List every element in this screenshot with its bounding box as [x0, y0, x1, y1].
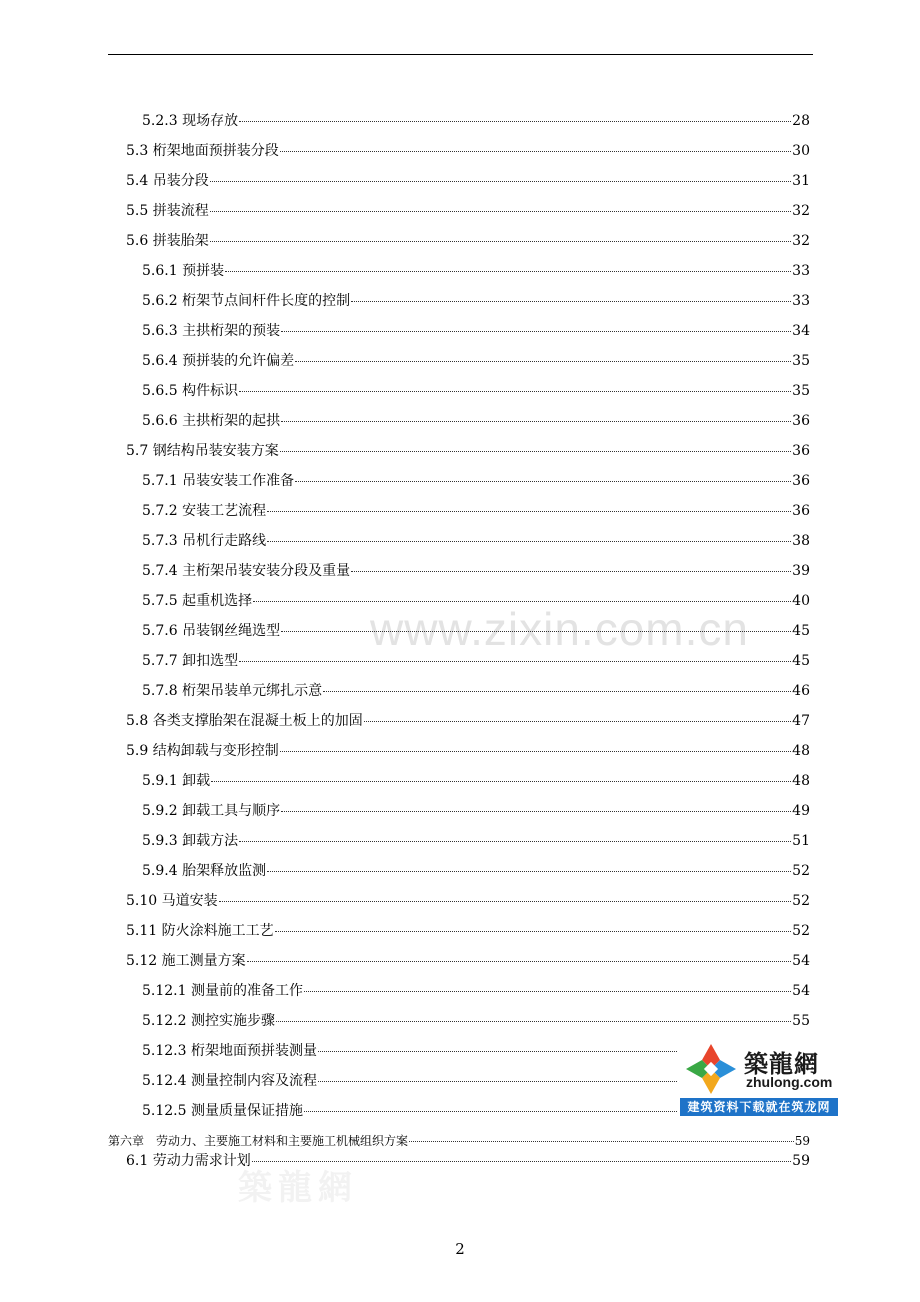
toc-entry-label: 5.7.5 起重机选择: [142, 593, 253, 609]
toc-entry-label: 5.9.4 胎架释放监测: [142, 863, 267, 879]
toc-entry-label: 5.6.5 构件标识: [142, 383, 239, 399]
toc-entry-label: 5.7 钢结构吊装安装方案: [126, 443, 279, 459]
toc-entry[interactable]: [126, 740, 810, 762]
toc-leader: [253, 590, 791, 602]
toc-entry-label: 5.4 吊装分段: [126, 173, 209, 189]
toc-entry-label: 5.6.6 主拱桁架的起拱: [142, 413, 281, 429]
toc-entry[interactable]: [142, 830, 810, 852]
toc-entry-label: 5.7.8 桁架吊装单元绑扎示意: [142, 683, 323, 699]
toc-entry[interactable]: [142, 590, 810, 612]
toc-page: 52: [792, 863, 810, 879]
toc-leader: [239, 380, 791, 392]
toc-leader: [351, 290, 791, 302]
toc-leader: [247, 950, 792, 962]
toc-page: 59: [794, 1134, 810, 1148]
toc-entry-label: 6.1 劳动力需求计划: [126, 1153, 251, 1169]
toc-leader: [211, 770, 791, 782]
toc-entry[interactable]: [126, 1150, 810, 1172]
toc-entry[interactable]: [142, 500, 810, 522]
toc-leader: [225, 260, 791, 272]
toc-page: 49: [792, 803, 810, 819]
toc-page: 32: [792, 233, 810, 249]
toc-entry-label: 5.7.6 吊装钢丝绳选型: [142, 623, 281, 639]
toc-page: 33: [792, 293, 810, 309]
toc-entry-chapter[interactable]: [108, 1130, 810, 1152]
toc-page: 32: [792, 203, 810, 219]
toc-leader: [281, 410, 791, 422]
toc-entry[interactable]: [142, 770, 810, 792]
toc-entry-label: 5.12 施工测量方案: [126, 953, 246, 969]
toc-page: 31: [792, 173, 810, 189]
toc-entry-label: 5.3 桁架地面预拼装分段: [126, 143, 279, 159]
logo-domain: zhulong.com: [746, 1074, 833, 1090]
toc-leader: [267, 530, 791, 542]
toc-entry-label: 第六章 劳动力、主要施工材料和主要施工机械组织方案: [108, 1134, 409, 1148]
toc-page: 33: [792, 263, 810, 279]
toc-leader: [295, 470, 791, 482]
toc-entry[interactable]: [126, 950, 810, 972]
toc-leader: [281, 800, 791, 812]
toc-leader: [280, 140, 791, 152]
toc-page: 36: [792, 503, 810, 519]
toc-page: 52: [792, 893, 810, 909]
toc-entry[interactable]: [142, 650, 810, 672]
toc-entry-label: 5.7.2 安装工艺流程: [142, 503, 267, 519]
toc-entry[interactable]: [142, 1070, 678, 1092]
toc-page: 28: [792, 113, 810, 129]
toc-page: 36: [792, 413, 810, 429]
toc-entry-label: 5.6.2 桁架节点间杆件长度的控制: [142, 293, 351, 309]
toc-entry[interactable]: [142, 380, 810, 402]
toc-entry-label: 5.9 结构卸载与变形控制: [126, 743, 279, 759]
toc-page: 36: [792, 443, 810, 459]
toc-entry-label: 5.11 防火涂料施工工艺: [126, 923, 274, 939]
toc-entry-label: 5.9.2 卸载工具与顺序: [142, 803, 281, 819]
toc-page: 46: [792, 683, 810, 699]
toc-entry[interactable]: [126, 170, 810, 192]
toc-page: 51: [792, 833, 810, 849]
toc-page: 48: [792, 773, 810, 789]
toc-entry-label: 5.6.3 主拱桁架的预装: [142, 323, 281, 339]
toc-entry-label: 5.7.7 卸扣选型: [142, 653, 239, 669]
toc-entry-label: 5.6.1 预拼装: [142, 263, 225, 279]
toc-leader: [364, 710, 791, 722]
toc-entry[interactable]: [142, 110, 810, 132]
page-number: 2: [455, 1240, 465, 1258]
toc-entry[interactable]: [142, 410, 810, 432]
toc-entry[interactable]: [142, 560, 810, 582]
toc-leader: [409, 1130, 794, 1142]
pinwheel-icon: [684, 1042, 738, 1096]
watermark-text: www.zixin.com.cn: [370, 603, 749, 655]
toc-leader: [239, 650, 791, 662]
ghost-watermark: 築龍網: [238, 1168, 358, 1208]
toc-page: 47: [792, 713, 810, 729]
toc-entry[interactable]: [142, 320, 810, 342]
toc-entry[interactable]: [142, 470, 810, 492]
toc-entry-label: 5.8 各类支撑胎架在混凝土板上的加固: [126, 713, 363, 729]
toc-entry-label: 5.2.3 现场存放: [142, 113, 239, 129]
toc-leader: [281, 620, 791, 632]
toc-page: 54: [792, 983, 810, 999]
toc-leader: [210, 170, 791, 182]
header-rule: [108, 54, 813, 55]
toc-page: 34: [792, 323, 810, 339]
toc-entry[interactable]: [142, 620, 810, 642]
toc-entry-label: 5.7.1 吊装安装工作准备: [142, 473, 295, 489]
toc-leader: [281, 320, 791, 332]
toc-page: 48: [792, 743, 810, 759]
toc-entry[interactable]: [142, 800, 810, 822]
toc-page: 36: [792, 473, 810, 489]
toc-entry[interactable]: [126, 920, 810, 942]
toc-entry[interactable]: [142, 1010, 810, 1032]
toc-entry[interactable]: [142, 350, 810, 372]
toc-page: 40: [792, 593, 810, 609]
toc-entry-label: 5.6 拼装胎架: [126, 233, 209, 249]
toc-entry[interactable]: [142, 260, 810, 282]
toc-entry[interactable]: [126, 200, 810, 222]
toc-entry-label: 5.9.3 卸载方法: [142, 833, 239, 849]
toc-entry[interactable]: [142, 860, 810, 882]
toc-leader: [275, 920, 792, 932]
toc-page: 45: [792, 653, 810, 669]
toc-entry[interactable]: [142, 530, 810, 552]
toc-entry-label: 5.12.5 测量质量保证措施: [142, 1103, 303, 1119]
toc-entry[interactable]: [126, 440, 810, 462]
logo-name: 築龍網: [744, 1049, 819, 1078]
zhulong-logo[interactable]: [680, 1040, 838, 1118]
toc-leader: [239, 830, 791, 842]
toc-page: 35: [792, 383, 810, 399]
toc-leader: [219, 890, 792, 902]
toc-entry-label: 5.7.3 吊机行走路线: [142, 533, 267, 549]
toc-leader: [318, 1040, 677, 1052]
toc-leader: [318, 1070, 677, 1082]
toc-entry-label: 5.7.4 主桁架吊装安装分段及重量: [142, 563, 351, 579]
toc-entry-label: 5.12.3 桁架地面预拼装测量: [142, 1043, 317, 1059]
toc-leader: [210, 200, 791, 212]
toc-leader: [295, 350, 791, 362]
logo-slogan: 建筑资料下载就在筑龙网: [680, 1098, 838, 1116]
toc-page: 54: [792, 953, 810, 969]
toc-page: 38: [792, 533, 810, 549]
toc-entry[interactable]: [126, 230, 810, 252]
toc-leader: [239, 110, 791, 122]
toc-entry-label: 5.12.1 测量前的准备工作: [142, 983, 303, 999]
toc-entry[interactable]: [126, 890, 810, 912]
toc-leader: [210, 230, 791, 242]
toc-leader: [276, 1010, 791, 1022]
toc-entry[interactable]: [142, 1100, 678, 1122]
toc-entry[interactable]: [142, 1040, 678, 1062]
toc-leader: [280, 740, 791, 752]
toc-page: 30: [792, 143, 810, 159]
toc-entry[interactable]: [142, 680, 810, 702]
toc-page: 55: [792, 1013, 810, 1029]
toc-leader: [280, 440, 791, 452]
toc-entry-label: 5.5 拼装流程: [126, 203, 209, 219]
toc-page: 59: [792, 1153, 810, 1169]
toc-leader: [323, 680, 791, 692]
toc-entry-label: 5.12.4 测量控制内容及流程: [142, 1073, 317, 1089]
toc-leader: [267, 500, 791, 512]
toc-leader: [304, 1100, 677, 1112]
toc-leader: [252, 1150, 791, 1162]
toc-entry-label: 5.9.1 卸载: [142, 773, 211, 789]
toc-page: 35: [792, 353, 810, 369]
toc-page: 39: [792, 563, 810, 579]
toc-entry[interactable]: [142, 290, 810, 312]
toc-entry[interactable]: [142, 980, 810, 1002]
toc-entry[interactable]: [126, 140, 810, 162]
toc-entry-label: 5.12.2 测控实施步骤: [142, 1013, 275, 1029]
toc-leader: [267, 860, 791, 872]
toc-entry[interactable]: [126, 710, 810, 732]
toc-leader: [304, 980, 791, 992]
toc-entry-label: 5.10 马道安装: [126, 893, 218, 909]
toc-leader: [351, 560, 791, 572]
toc-page: 45: [792, 623, 810, 639]
toc-entry-label: 5.6.4 预拼装的允许偏差: [142, 353, 295, 369]
toc-page: 52: [792, 923, 810, 939]
